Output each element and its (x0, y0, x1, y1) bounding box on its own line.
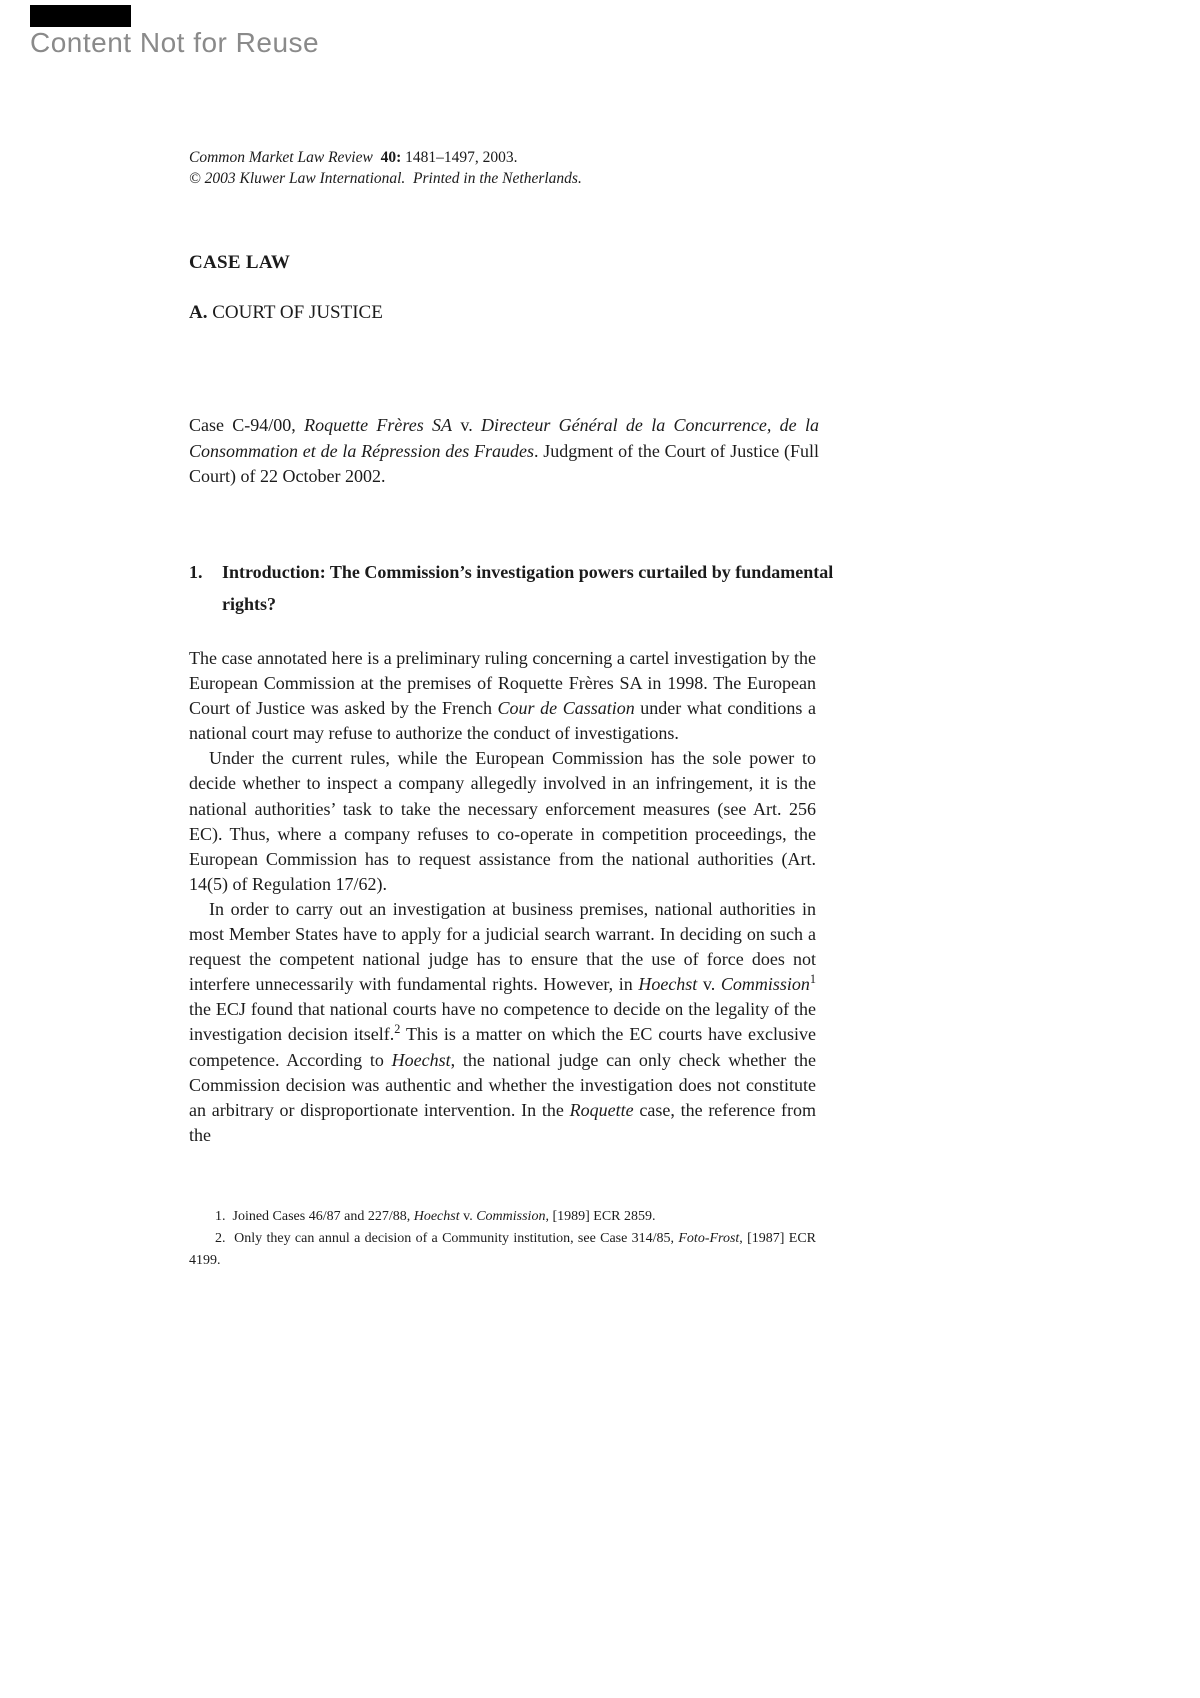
court-of-justice-heading: A. COURT OF JUSTICE (189, 302, 383, 323)
top-left-black-bar (30, 5, 131, 27)
journal-header (189, 147, 582, 189)
journal-citation-line: Common Market Law Review 40: 1481–1497, 2003. (189, 149, 518, 166)
case-law-heading: CASE LAW (189, 252, 291, 273)
section-heading (189, 556, 834, 620)
article-body (189, 646, 816, 1148)
paragraph-current-rules: Under the current rules, while the European Commission has the sole power to decide whether to inspect a company allegedly involved in an infringement, it is the national authorities’ task to take the necessary enforcement measures (see Art. 256 EC). Thus, where a company refuses to co-operate in competition proceedings, the European Commission has to request assistance from the national authorities (Art. 14(5) of Regulation 17/62). (189, 748, 816, 894)
footnotes-block (189, 1206, 816, 1272)
watermark-text: Content Not for Reuse (30, 27, 320, 58)
footnote-1: 1. Joined Cases 46/87 and 227/88, Hoechst v. Commission, [1989] ECR 2859. (215, 1209, 656, 1224)
case-citation: Case C-94/00, Roquette Frères SA v. Directeur Général de la Concurrence, de la Consommation et de la Répression des Fraudes. Judgment of the Court of Justice (Full Court) of 22 October 2002. (189, 415, 819, 486)
journal-copyright-line: © 2003 Kluwer Law International. Printed in the Netherlands. (189, 170, 582, 187)
section-title: Introduction: The Commission’s investigation powers curtailed by fundamental rights? (222, 562, 834, 614)
section-number: 1. (189, 562, 203, 582)
footnote-2: 2. Only they can annul a decision of a Community institution, see Case 314/85, Foto-Frost, [1987] ECR 4199. (189, 1231, 816, 1268)
paragraph-investigation: In order to carry out an investigation at business premises, national authorities in most Member States have to apply for a judicial search warrant. In deciding on such a request the competent national judge has to ensure that the use of force does not interfere unnecessarily with fundamental rights. However, in Hoechst v. Commission$^1$ the ECJ found that national courts have no competence to decide on the legality of the investigation decision itself.$^2$ This is a matter on which the EC courts have exclusive competence. According to Hoechst, the national judge can only check whether the Commission decision was authentic and whether the investigation does not constitute an arbitrary or disproportionate intervention. In the Roquette case, the reference from the (189, 898, 816, 1145)
paragraph-intro: The case annotated here is a preliminary ruling concerning a cartel investigation by the European Commission at the premises of Roquette Frères SA in 1998. The European Court of Justice was asked by the French Cour de Cassation under what conditions a national court may refuse to authorize the conduct of investigations. (189, 648, 816, 744)
